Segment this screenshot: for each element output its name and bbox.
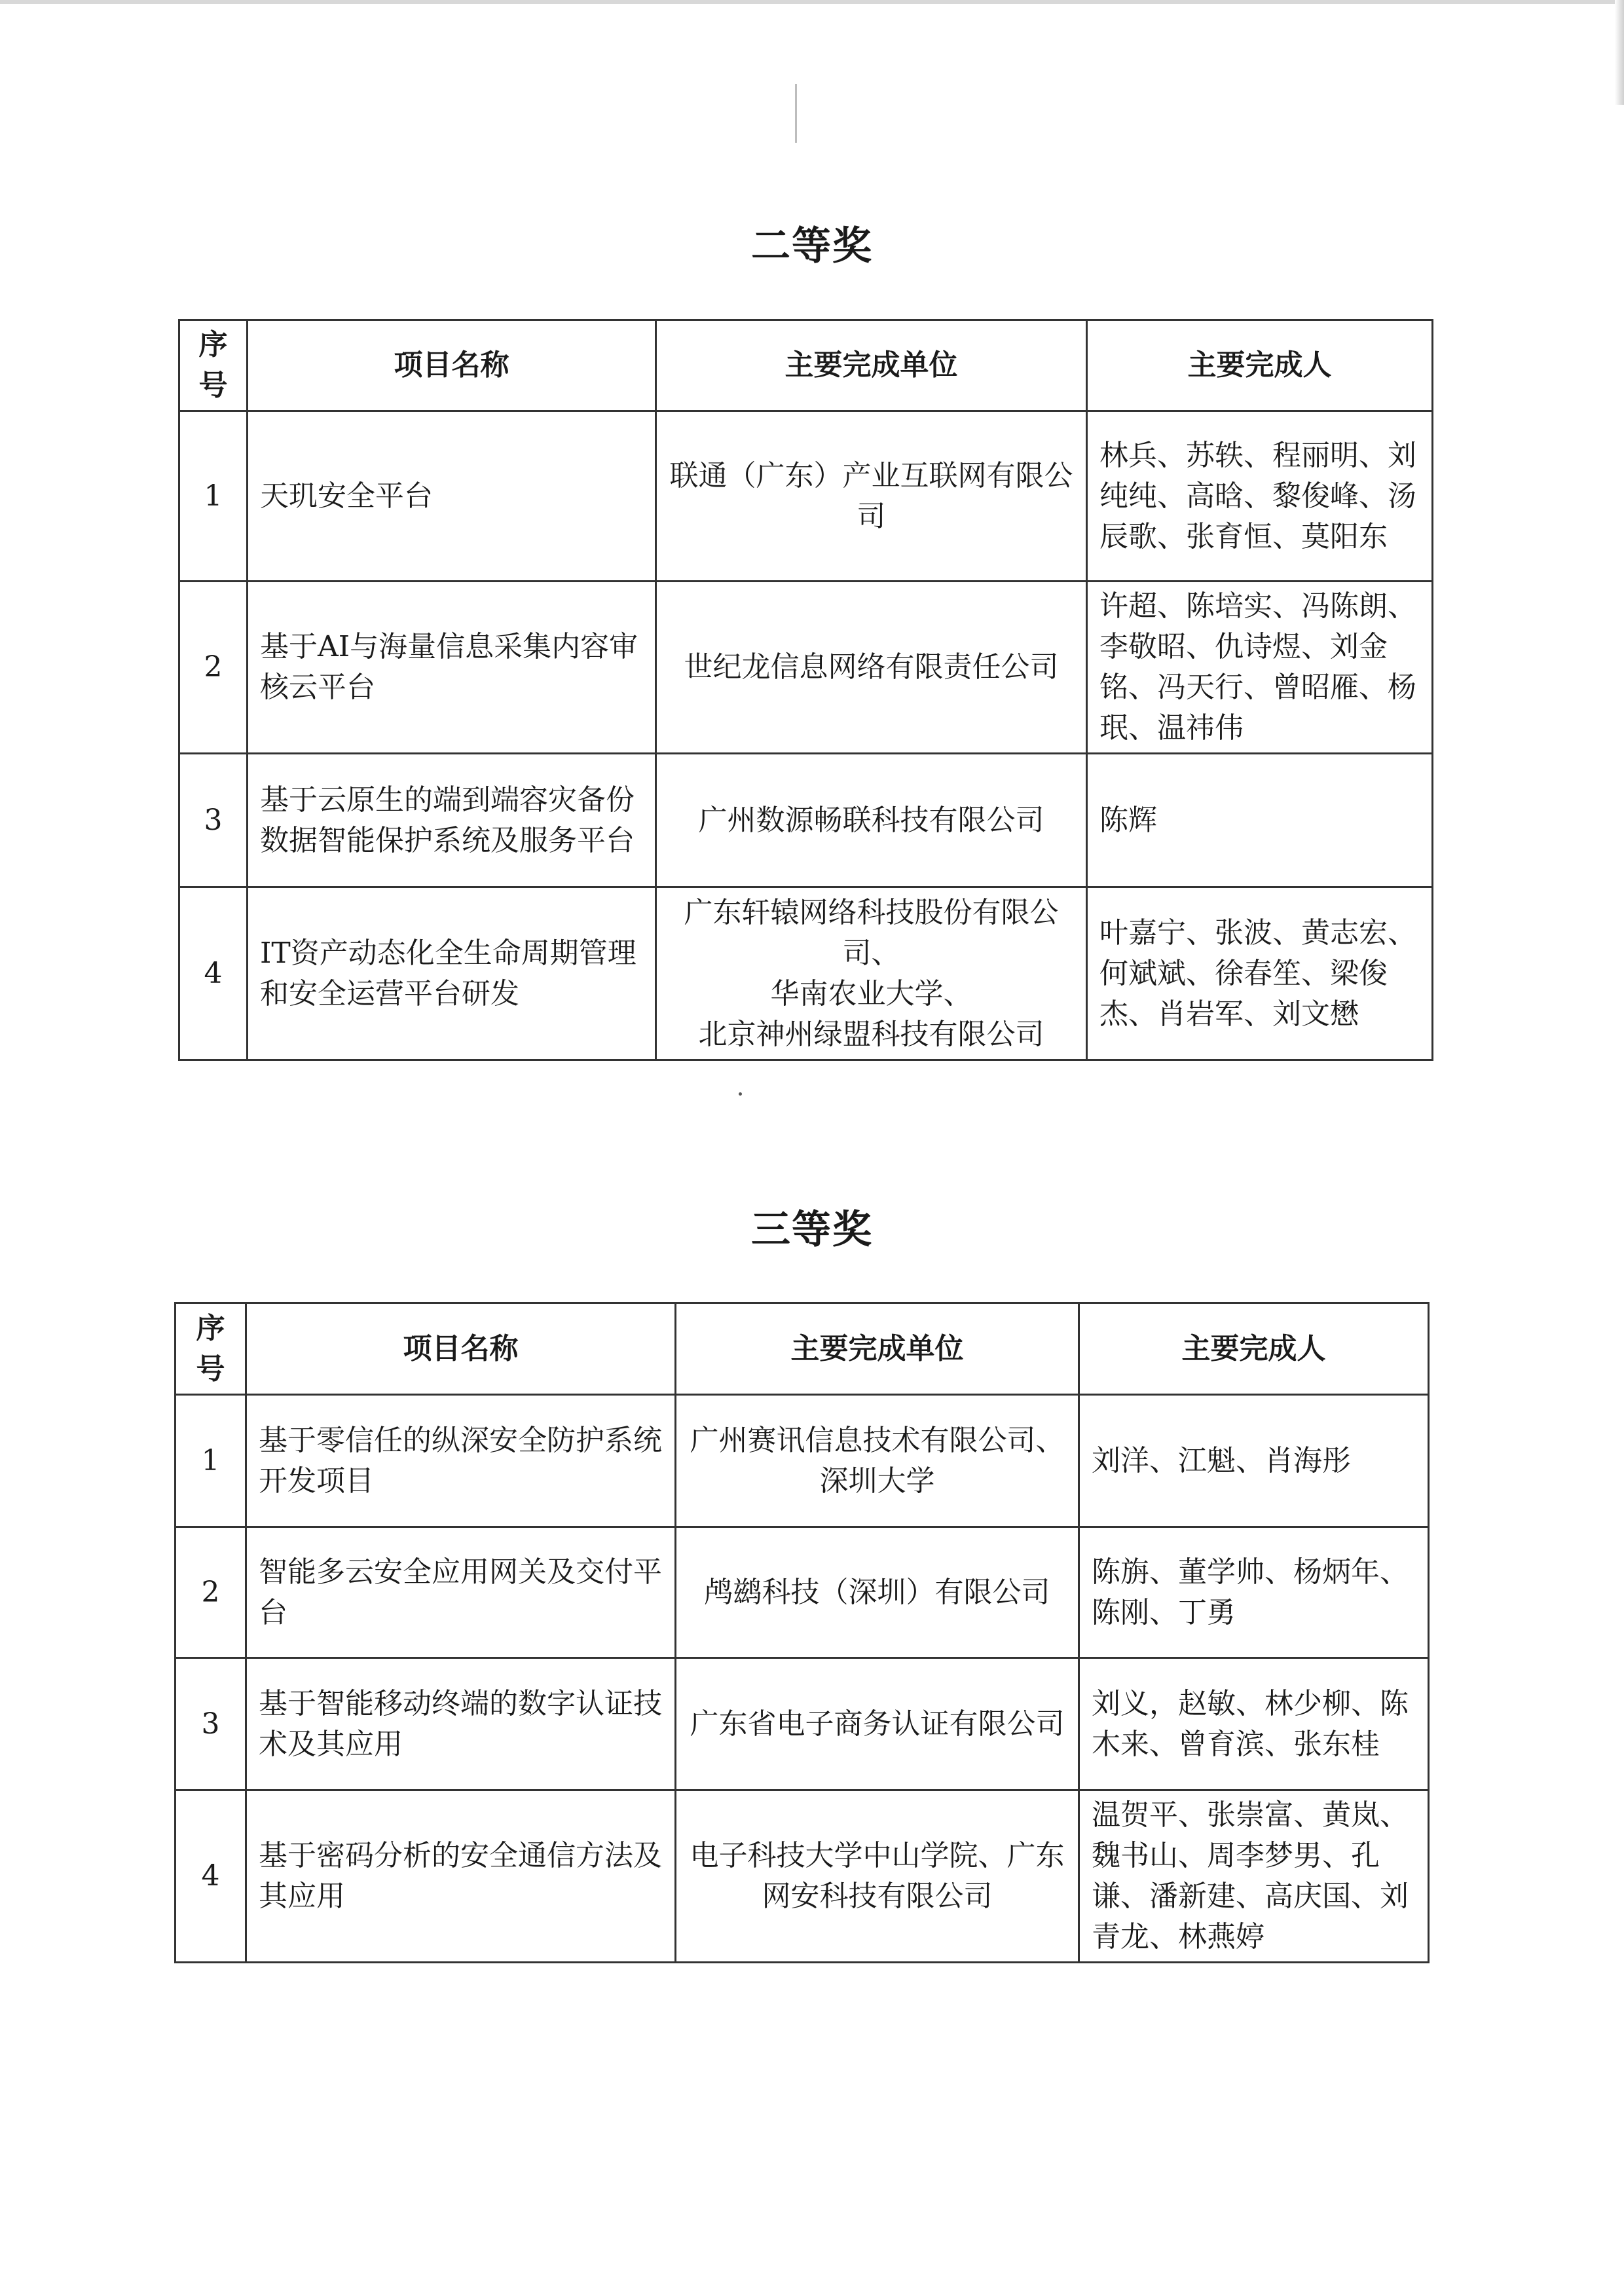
- row-unit: [656, 887, 1087, 1060]
- header-people: 主要完成人: [1079, 1303, 1429, 1395]
- row-unit: 世纪龙信息网络有限责任公司: [656, 582, 1087, 754]
- header-no: 序号: [179, 320, 248, 411]
- table-row: [175, 1527, 1429, 1658]
- row-project: 基于智能移动终端的数字认证技术及其应用: [246, 1658, 676, 1790]
- third-prize-title: 三等奖: [751, 1207, 873, 1253]
- row-people: 陈旃、董学帅、杨炳年、陈刚、丁勇: [1079, 1527, 1429, 1658]
- header-project: 项目名称: [246, 1303, 676, 1395]
- unit-line: 北京神州绿盟科技有限公司: [698, 1017, 1044, 1051]
- row-no: 3: [179, 754, 248, 887]
- row-project: 基于云原生的端到端容灾备份数据智能保护系统及服务平台: [248, 754, 656, 887]
- row-unit: 联通（广东）产业互联网有限公司: [656, 411, 1087, 582]
- row-project: 基于密码分析的安全通信方法及其应用: [246, 1790, 676, 1963]
- unit-line: 广东轩辕网络科技股份有限公司、: [684, 895, 1059, 970]
- second-prize-table: [178, 319, 1433, 1061]
- row-no: 1: [175, 1395, 246, 1527]
- row-people: 许超、陈培实、冯陈朗、李敬昭、仇诗煜、刘金铭、冯天行、曾昭雁、杨珉、温祎伟: [1087, 582, 1433, 754]
- table-row: [179, 582, 1433, 754]
- row-people: 刘洋、江魁、肖海彤: [1079, 1395, 1429, 1527]
- header-no: 序号: [175, 1303, 246, 1395]
- row-people: 温贺平、张崇富、黄岚、魏书山、周李梦男、孔谦、潘新建、高庆国、刘青龙、林燕婷: [1079, 1790, 1429, 1963]
- row-unit: 电子科技大学中山学院、广东网安科技有限公司: [676, 1790, 1079, 1963]
- row-no: 4: [179, 887, 248, 1060]
- row-people: 陈辉: [1087, 754, 1433, 887]
- table-row: [179, 887, 1433, 1060]
- table-row: [175, 1790, 1429, 1963]
- row-project: 智能多云安全应用网关及交付平台: [246, 1527, 676, 1658]
- row-people: 林兵、苏轶、程丽明、刘纯纯、高晗、黎俊峰、汤辰歌、张育恒、莫阳东: [1087, 411, 1433, 582]
- table-header-row: [175, 1303, 1429, 1395]
- table-header-row: [179, 320, 1433, 411]
- scan-top-edge: [0, 0, 1624, 4]
- row-unit: 广州数源畅联科技有限公司: [656, 754, 1087, 887]
- row-unit: 广州赛讯信息技术有限公司、深圳大学: [676, 1395, 1079, 1527]
- table-row: [175, 1658, 1429, 1790]
- row-no: 1: [179, 411, 248, 582]
- row-project: 基于零信任的纵深安全防护系统开发项目: [246, 1395, 676, 1527]
- unit-line: 华南农业大学、: [770, 976, 972, 1010]
- header-unit: 主要完成单位: [676, 1303, 1079, 1395]
- row-unit: 鸬鹚科技（深圳）有限公司: [676, 1527, 1079, 1658]
- table-row: [179, 754, 1433, 887]
- row-no: 2: [175, 1527, 246, 1658]
- header-project: 项目名称: [248, 320, 656, 411]
- row-no: 2: [179, 582, 248, 754]
- table-row: [175, 1395, 1429, 1527]
- third-prize-table: [174, 1302, 1430, 1963]
- row-people: 刘义，赵敏、林少柳、陈木来、曾育滨、张东桂: [1079, 1658, 1429, 1790]
- row-no: 4: [175, 1790, 246, 1963]
- header-unit: 主要完成单位: [656, 320, 1087, 411]
- scan-mark: [795, 84, 797, 143]
- scan-right-edge: [1615, 0, 1624, 105]
- row-no: 3: [175, 1658, 246, 1790]
- row-unit: 广东省电子商务认证有限公司: [676, 1658, 1079, 1790]
- table-row: [179, 411, 1433, 582]
- row-project: 天玑安全平台: [248, 411, 656, 582]
- scan-dot: [739, 1092, 742, 1096]
- row-project: IT资产动态化全生命周期管理和安全运营平台研发: [248, 887, 656, 1060]
- header-people: 主要完成人: [1087, 320, 1433, 411]
- second-prize-title: 二等奖: [751, 223, 873, 269]
- row-people: 叶嘉宁、张波、黄志宏、何斌斌、徐春笙、梁俊杰、肖岩军、刘文懋: [1087, 887, 1433, 1060]
- row-project: 基于AI与海量信息采集内容审核云平台: [248, 582, 656, 754]
